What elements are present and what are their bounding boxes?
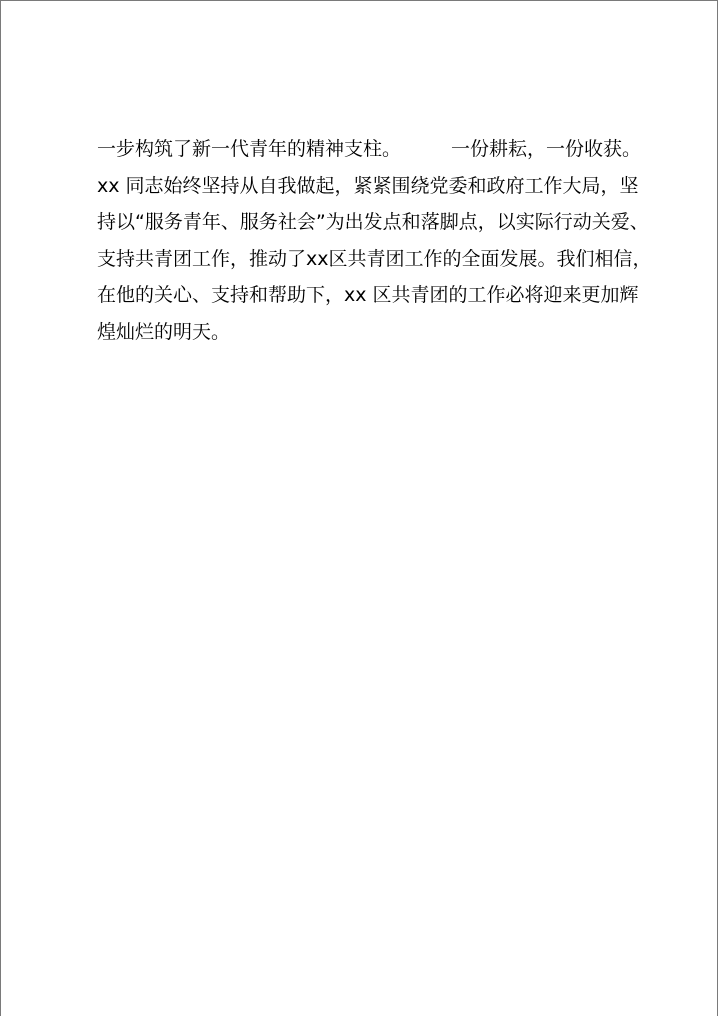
text-line-2: xx 同志始终坚持从自我做起，紧紧围绕党委和政府工作大局，坚 <box>97 174 639 197</box>
text-line-5: 在他的关心、支持和帮助下，xx 区共青团的工作必将迎来更加辉 <box>97 284 639 306</box>
sentence-spiritual-pillar: 一步构筑了新一代青年的精神支柱。 <box>97 138 402 160</box>
text-line-4: 支持共青团工作，推动了xx区共青团工作的全面发展。我们相信， <box>97 247 652 270</box>
text-line-3: 持以“服务青年、服务社会”为出发点和落脚点，以实际行动关爱、 <box>97 211 649 233</box>
text-line-1 <box>97 131 642 168</box>
text-line-6: 煌灿烂的明天。 <box>97 320 231 343</box>
body-text <box>97 131 652 350</box>
sentence-harvest: 一份耕耘，一份收获。 <box>451 138 642 160</box>
